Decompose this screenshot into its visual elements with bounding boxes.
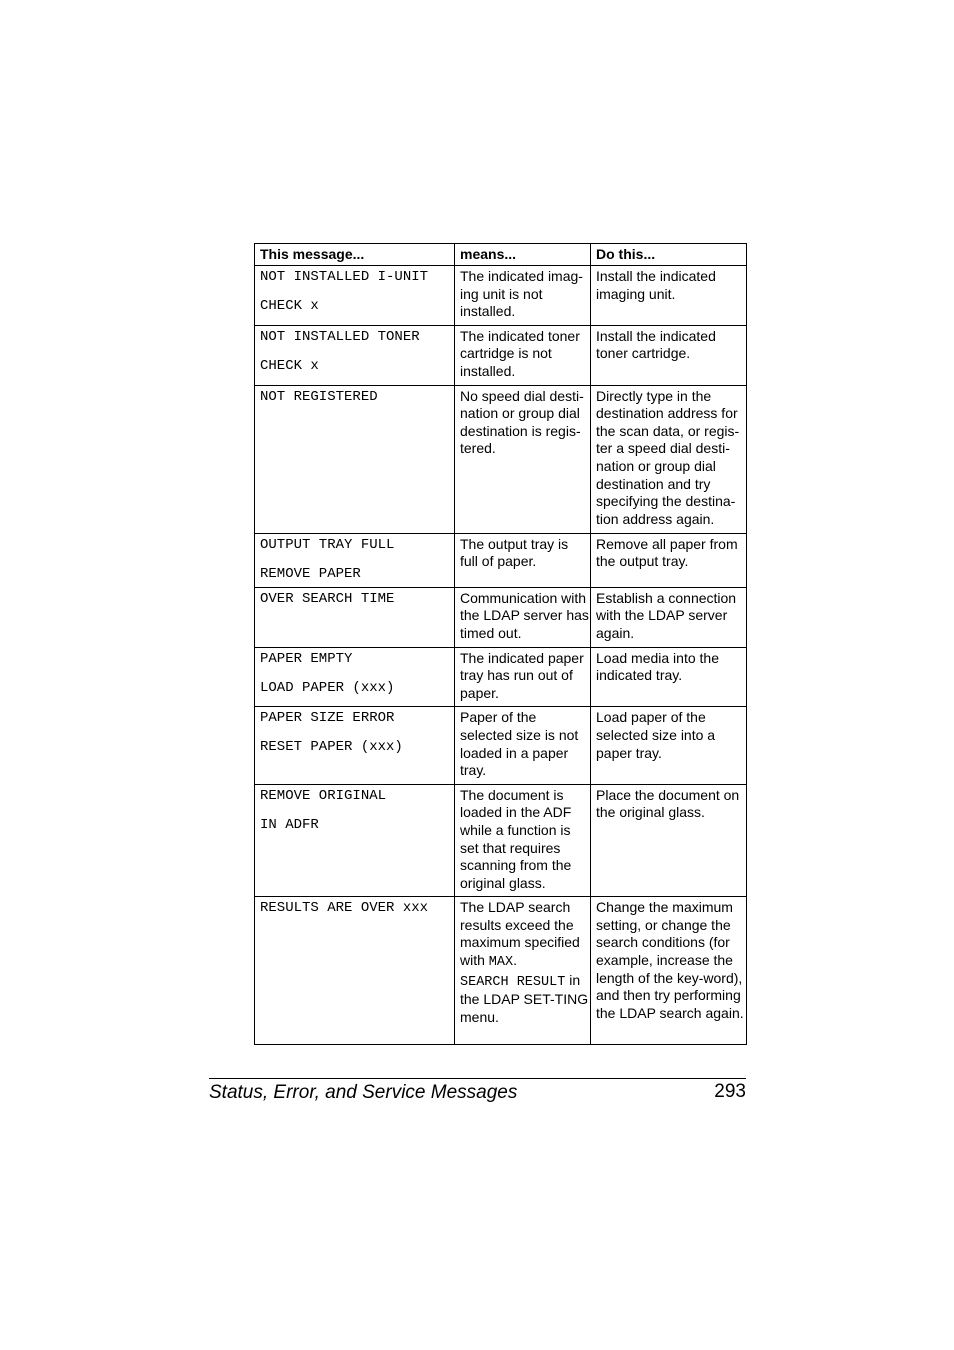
- meaning-part-sep: .: [513, 952, 517, 969]
- recommended-action: Install the indicated imaging unit.: [591, 266, 747, 326]
- message-code: [255, 647, 455, 707]
- header-means: means...: [455, 244, 591, 266]
- message-code: [255, 707, 455, 784]
- message-line: IN ADFR: [260, 816, 319, 833]
- footer-title: Status, Error, and Service Messages: [209, 1082, 518, 1103]
- message-code: [255, 533, 455, 587]
- message-line: OUTPUT TRAY FULL: [260, 536, 395, 553]
- message-code: [255, 385, 455, 533]
- message-code: [255, 266, 455, 326]
- recommended-action: Place the document on the original glass.: [591, 784, 747, 897]
- table-row: [255, 707, 747, 784]
- message-code: [255, 897, 455, 1045]
- recommended-action: Establish a connection with the LDAP server again.: [591, 587, 747, 647]
- meaning-part-code1: MAX: [488, 955, 514, 971]
- message-line: RESULTS ARE OVER xxx: [260, 900, 429, 917]
- meaning-part-before: The LDAP search results exceed the maximum specified with: [460, 899, 580, 969]
- meaning-part-after: in the LDAP SET-TING menu.: [460, 971, 589, 1025]
- message-line: LOAD PAPER (xxx): [260, 679, 395, 696]
- message-code: [255, 587, 455, 647]
- message-line: CHECK x: [260, 357, 319, 374]
- table-row: [255, 385, 747, 533]
- recommended-action: Load paper of the selected size into a paper tray.: [591, 707, 747, 784]
- message-line: REMOVE ORIGINAL: [260, 787, 387, 804]
- header-message: This message...: [255, 244, 455, 266]
- table-row: [255, 784, 747, 897]
- message-meaning: No speed dial desti-nation or group dial destination is regis-tered.: [455, 385, 591, 533]
- meaning-part-code2: SEARCH RESULT: [460, 974, 566, 990]
- message-line: NOT INSTALLED TONER: [260, 328, 420, 345]
- message-meaning: [455, 897, 591, 1045]
- message-meaning: The indicated toner cartridge is not installed.: [455, 325, 591, 385]
- message-meaning: The indicated imag-ing unit is not installed.: [455, 266, 591, 326]
- table-header-row: [255, 244, 747, 266]
- message-meaning: The indicated paper tray has run out of paper.: [455, 647, 591, 707]
- recommended-action: Remove all paper from the output tray.: [591, 533, 747, 587]
- recommended-action: Load media into the indicated tray.: [591, 647, 747, 707]
- message-meaning: The document is loaded in the ADF while a function is set that requires scanning from the original glass.: [455, 784, 591, 897]
- message-meaning: Paper of the selected size is not loaded in a paper tray.: [455, 707, 591, 784]
- table-row: [255, 325, 747, 385]
- table-row: [255, 647, 747, 707]
- table-row: [255, 587, 747, 647]
- message-line: OVER SEARCH TIME: [260, 590, 395, 607]
- message-line: PAPER EMPTY: [260, 650, 353, 667]
- footer-rule: [209, 1078, 746, 1079]
- message-code: [255, 784, 455, 897]
- recommended-action: Install the indicated toner cartridge.: [591, 325, 747, 385]
- message-line: CHECK x: [260, 298, 319, 314]
- message-line: NOT INSTALLED I-UNIT: [260, 269, 429, 285]
- message-line: PAPER SIZE ERROR: [260, 710, 395, 727]
- recommended-action: Directly type in the destination address for the scan data, or regis-ter a speed dial desti-nation or group dial destination and try specifying the destina-tion address again.: [591, 385, 747, 533]
- message-line: REMOVE PAPER: [260, 565, 361, 582]
- message-meaning: Communication with the LDAP server has timed out.: [455, 587, 591, 647]
- messages-table: [254, 243, 747, 1045]
- table-row: [255, 533, 747, 587]
- message-code: [255, 325, 455, 385]
- message-meaning: The output tray is full of paper.: [455, 533, 591, 587]
- message-line: NOT REGISTERED: [260, 388, 378, 405]
- table-row: [255, 266, 747, 326]
- page-number: 293: [714, 1081, 746, 1102]
- table-row: [255, 897, 747, 1045]
- recommended-action: Change the maximum setting, or change the search conditions (for example, increase the length of the key-word), and then try performing the LDAP search again.: [591, 897, 747, 1045]
- header-action: Do this...: [591, 244, 747, 266]
- message-line: RESET PAPER (xxx): [260, 739, 403, 756]
